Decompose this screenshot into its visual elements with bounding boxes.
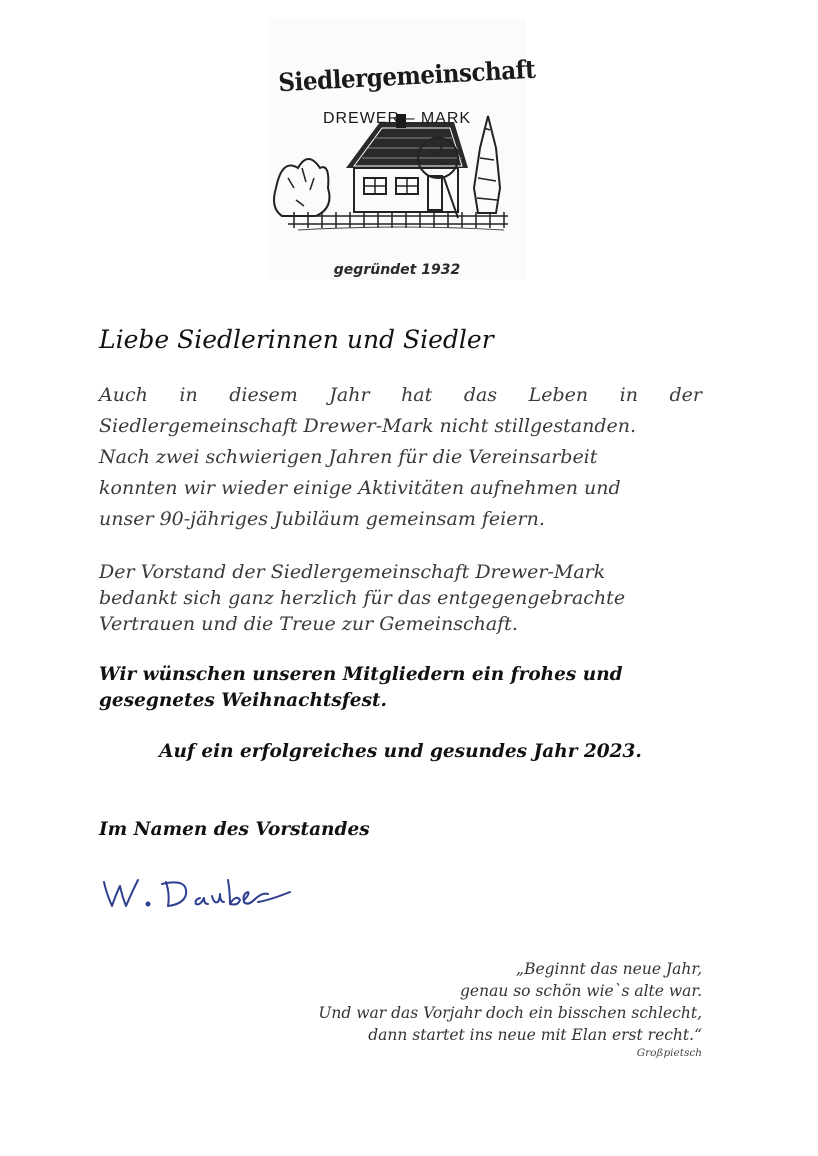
paragraph-thanks (99, 559, 702, 637)
quote-line: „Beginnt das neue Jahr, (516, 960, 702, 978)
paragraph-line: unser 90-jähriges Jubiläum gemeinsam feiern. (99, 508, 545, 530)
paragraph-line: Vertrauen und die Treue zur Gemeinschaft. (99, 613, 518, 635)
club-logo (268, 18, 536, 280)
closing-quote (318, 958, 702, 1046)
sign-off: Im Namen des Vorstandes (99, 819, 370, 840)
new-year-wish: Auf ein erfolgreiches und gesundes Jahr 2023. (159, 741, 642, 762)
logo-title: Siedlergemeinschaft (277, 54, 536, 98)
paragraph-line: Nach zwei schwierigen Jahren für die Vereinsarbeit (99, 446, 598, 468)
paragraph-line: Der Vorstand der Siedlergemeinschaft Drewer-Mark (99, 561, 606, 583)
paragraph-line: konnten wir wieder einige Aktivitäten aufnehmen und (99, 477, 621, 499)
logo-subtitle: DREWER – MARK (322, 110, 472, 127)
logo-founded: gegründet 1932 (333, 262, 461, 278)
letter-heading: Liebe Siedlerinnen und Siedler (99, 325, 494, 354)
quote-line: dann startet ins neue mit Elan erst recht.“ (368, 1026, 702, 1044)
christmas-wish (99, 662, 702, 714)
paragraph-line: Auch in diesem Jahr hat das Leben in der (99, 384, 702, 406)
wish-line: gesegnetes Weihnachtsfest. (99, 690, 387, 711)
paragraph-line: Siedlergemeinschaft Drewer-Mark nicht stillgestanden. (99, 415, 637, 437)
paragraph-line: bedankt sich ganz herzlich für das entgegengebrachte (99, 587, 626, 609)
quote-line: genau so schön wie`s alte war. (460, 982, 702, 1000)
wish-line: Wir wünschen unseren Mitgliedern ein frohes und (99, 664, 623, 685)
paragraph-intro (99, 380, 702, 535)
quote-author: Großpietsch (636, 1047, 702, 1059)
quote-line: Und war das Vorjahr doch ein bisschen schlecht, (318, 1004, 702, 1022)
handwritten-signature (100, 872, 300, 926)
